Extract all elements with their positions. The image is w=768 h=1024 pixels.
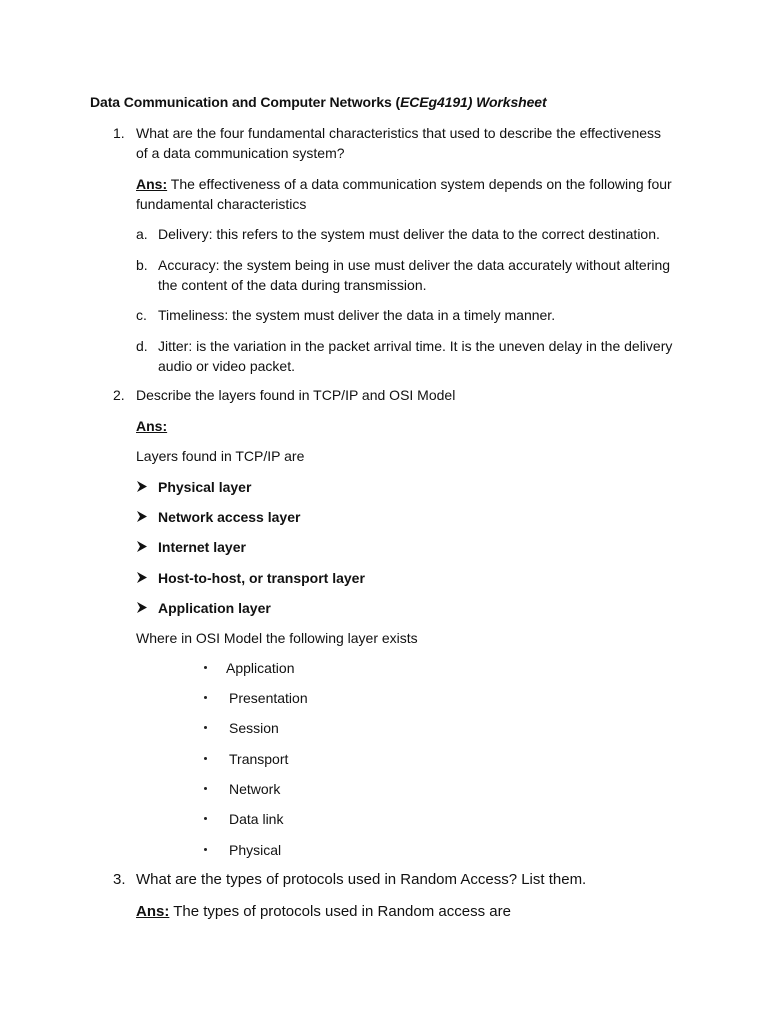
q1-item-c-line1: Timeliness: the system must deliver the data in a timely manner. <box>158 307 556 323</box>
arrow-bullet-icon <box>137 541 147 552</box>
q2-osi-intro: Where in OSI Model the following layer exists <box>136 630 418 646</box>
q1-answer-line2: fundamental characteristics <box>136 196 307 212</box>
q3-question: What are the types of protocols used in Random Access? List them. <box>136 871 587 888</box>
q1-number: 1. <box>113 125 125 141</box>
arrow-bullet-icon <box>137 602 147 613</box>
dot-bullet-icon <box>204 666 207 669</box>
q3-answer <box>136 902 511 922</box>
q1-item-a-line1: Delivery: this refers to the system must deliver the data to the correct destination. <box>158 226 660 242</box>
q2-number: 2. <box>113 387 125 403</box>
title-prefix: Data Communication and Computer Networks ( <box>90 94 401 110</box>
q2-tcpip-intro: Layers found in TCP/IP are <box>136 448 305 464</box>
dot-bullet-icon <box>204 817 207 820</box>
q1-item-b-line1: Accuracy: the system being in use must deliver the data accurately without altering <box>158 257 671 273</box>
arrow-bullet-icon <box>137 481 147 492</box>
osi-layer-item: Session <box>229 720 279 736</box>
arrow-bullet-icon <box>137 511 147 522</box>
osi-layer-item: Data link <box>229 811 284 827</box>
q1-question-line1: What are the four fundamental characteristics that used to describe the effectiveness <box>136 125 662 141</box>
osi-layer-item: Presentation <box>229 690 308 706</box>
q1-item-a-letter: a. <box>136 226 148 242</box>
dot-bullet-icon <box>204 696 207 699</box>
tcpip-layer-item: Host-to-host, or transport layer <box>158 570 365 586</box>
q2-ans-label-line <box>136 416 167 436</box>
osi-layer-item: Network <box>229 781 281 797</box>
osi-layer-item: Transport <box>229 751 289 767</box>
q2-question: Describe the layers found in TCP/IP and OSI Model <box>136 387 456 403</box>
q1-item-d-letter: d. <box>136 338 148 354</box>
q1-item-d-line2: audio or video packet. <box>158 358 295 374</box>
q1-item-c-letter: c. <box>136 307 147 323</box>
q3-ans-text: The types of protocols used in Random access are <box>169 903 511 920</box>
q1-item-d-line1: Jitter: is the variation in the packet arrival time. It is the uneven delay in the delivery <box>158 338 673 354</box>
q1-ans-label: Ans: <box>136 176 168 192</box>
dot-bullet-icon <box>204 787 207 790</box>
dot-bullet-icon <box>204 757 207 760</box>
q1-item-b-line2: the content of the data during transmission. <box>158 277 427 293</box>
q1-answer-line1 <box>136 174 672 194</box>
q3-number: 3. <box>113 871 126 888</box>
tcpip-layer-item: Internet layer <box>158 539 246 555</box>
tcpip-layer-item: Network access layer <box>158 509 301 525</box>
q1-item-b-letter: b. <box>136 257 148 273</box>
osi-layer-item: Physical <box>229 842 282 858</box>
q2-ans-label: Ans: <box>136 418 168 434</box>
dot-bullet-icon <box>204 848 207 851</box>
q3-ans-label: Ans: <box>136 903 170 920</box>
arrow-bullet-icon <box>137 572 147 583</box>
tcpip-layer-item: Physical layer <box>158 479 252 495</box>
q1-ans-text1: The effectiveness of a data communication system depends on the following four <box>167 176 672 192</box>
osi-layer-item: Application <box>226 660 295 676</box>
tcpip-layer-item: Application layer <box>158 600 271 616</box>
q1-question-line2: of a data communication system? <box>136 145 345 161</box>
page-title <box>90 94 547 110</box>
dot-bullet-icon <box>204 726 207 729</box>
title-italic: ECEg4191) Worksheet <box>400 94 547 110</box>
